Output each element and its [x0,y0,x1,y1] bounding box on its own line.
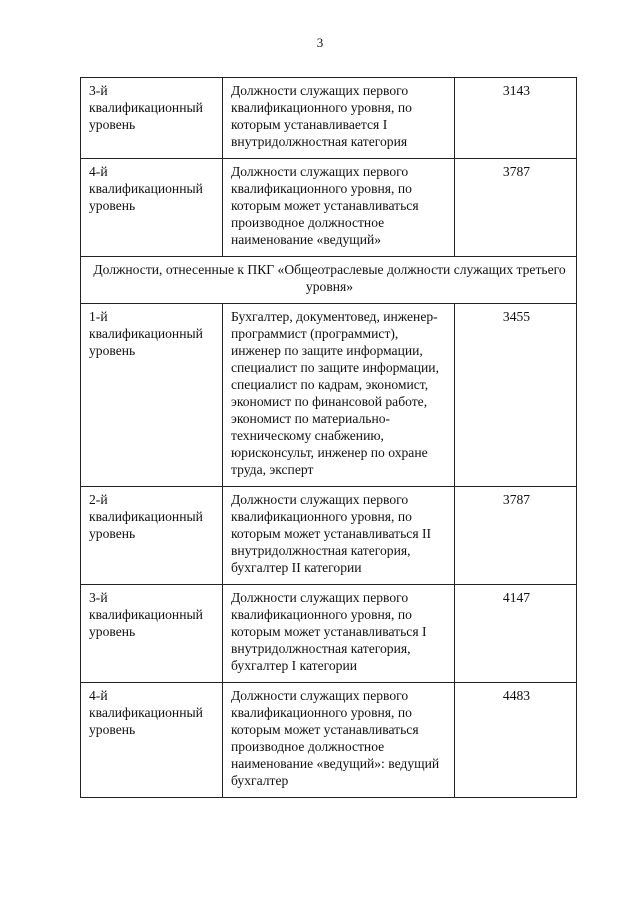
level-cell: 3-й квалификационный уровень [81,78,223,159]
table-row [81,487,577,585]
level-cell: 1-й квалификационный уровень [81,304,223,487]
salary-cell: 3787 [455,487,577,585]
level-cell: 3-й квалификационный уровень [81,585,223,683]
table-row [81,683,577,798]
salary-cell: 4483 [455,683,577,798]
page-number: 3 [316,35,324,50]
positions-cell: Должности служащих первого квалификационного уровня, по которым может устанавливаться I внутридолжностная категория, бухгалтер I категории [223,585,455,683]
positions-cell: Должности служащих первого квалификационного уровня, по которым может устанавливаться производное должностное наименование «ведущий» [223,159,455,257]
level-cell: 4-й квалификационный уровень [81,159,223,257]
salary-cell: 3455 [455,304,577,487]
table-row [81,159,577,257]
positions-cell: Должности служащих первого квалификационного уровня, по которым устанавливается I внутридолжностная категория [223,78,455,159]
section-row [81,257,577,304]
table-row [81,585,577,683]
table-row [81,304,577,487]
level-cell: 2-й квалификационный уровень [81,487,223,585]
salary-cell: 4147 [455,585,577,683]
positions-cell: Должности служащих первого квалификационного уровня, по которым может устанавливаться II внутридолжностная категория, бухгалтер II категории [223,487,455,585]
salary-cell: 3787 [455,159,577,257]
positions-cell: Должности служащих первого квалификационного уровня, по которым может устанавливаться производное должностное наименование «ведущий»: ведущий бухгалтер [223,683,455,798]
salary-table [80,77,577,798]
positions-cell: Бухгалтер, документовед, инженер-программист (программист), инженер по защите информации, специалист по защите информации, специалист по кадрам, экономист, экономист по финансовой работе, экономист по материально-техническому снабжению, юрисконсульт, инженер по охране труда, эксперт [223,304,455,487]
table-row [81,78,577,159]
salary-cell: 3143 [455,78,577,159]
level-cell: 4-й квалификационный уровень [81,683,223,798]
section-header: Должности, отнесенные к ПКГ «Общеотраслевые должности служащих третьего уровня» [81,257,577,304]
